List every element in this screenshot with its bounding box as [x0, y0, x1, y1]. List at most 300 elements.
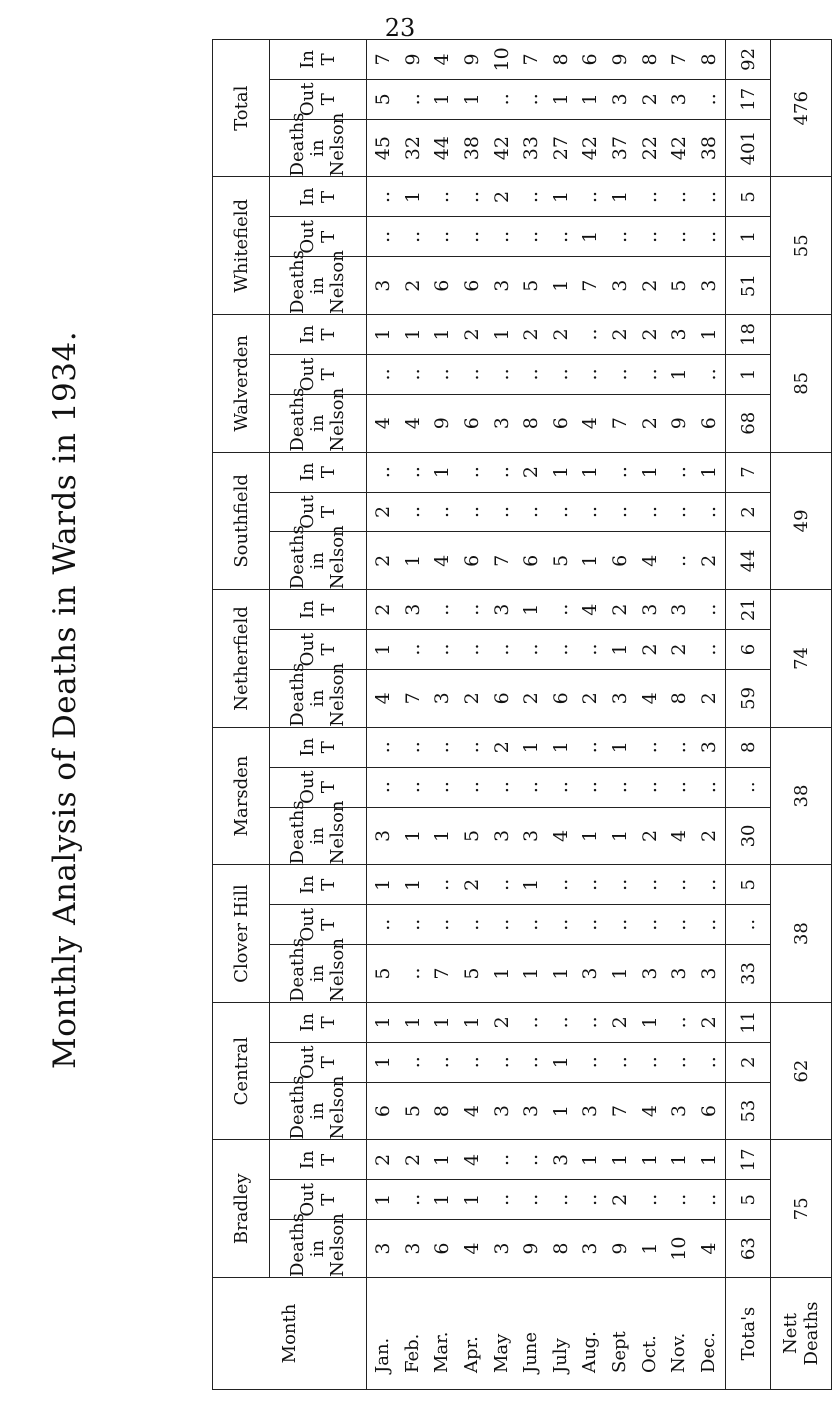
cell-value: ..: [668, 1056, 691, 1069]
t-label: T: [318, 781, 339, 794]
cell-value: 37: [609, 136, 631, 161]
cell-value: 3: [520, 829, 543, 842]
in-header: [270, 590, 367, 630]
in-column: [373, 1005, 719, 1040]
deaths-table-rotated: [212, 40, 822, 1390]
cell-value: 4: [460, 1242, 483, 1255]
out-values: [367, 630, 726, 670]
page-number: 23: [384, 14, 416, 42]
cell-value: ..: [638, 505, 661, 519]
cell-value: 8: [520, 417, 543, 430]
cell-value: 2: [460, 878, 483, 891]
cell-value: ..: [549, 505, 572, 519]
cell-value: 1: [372, 1193, 394, 1206]
cell-value: 1: [431, 328, 454, 341]
ward-name: Walverden: [213, 315, 270, 453]
deaths-values: [367, 532, 726, 590]
t-label: T: [318, 190, 339, 203]
cell-value: ..: [549, 368, 572, 381]
month-label: Sept: [609, 1331, 630, 1373]
cell-value: ..: [490, 643, 513, 656]
cell-value: ..: [520, 781, 543, 794]
cell-value: 1: [549, 741, 572, 754]
cell-value: 7: [490, 554, 513, 567]
cell-value: ..: [460, 781, 483, 794]
cell-value: 9: [401, 53, 424, 66]
in-label: In: [297, 600, 318, 619]
header-line: in: [307, 139, 328, 157]
total-out: 1: [726, 217, 771, 257]
cell-value: 8: [697, 53, 720, 66]
cell-value: ..: [490, 368, 513, 381]
in-header: [270, 39, 367, 79]
cell-value: 2: [490, 741, 513, 754]
header-line: Deaths: [287, 525, 308, 590]
cell-value: 1: [401, 1016, 424, 1029]
cell-value: 6: [460, 279, 483, 292]
cell-value: ..: [431, 643, 454, 656]
cell-value: 1: [609, 190, 631, 203]
deaths-in-nelson-header: [270, 938, 367, 1003]
in-header: [270, 315, 367, 355]
cell-value: 1: [549, 967, 572, 980]
cell-value: 1: [549, 466, 572, 479]
deaths-column: [373, 259, 719, 312]
total-out: 1: [726, 354, 771, 394]
month-label: Apr.: [460, 1336, 482, 1373]
out-values: [367, 1042, 726, 1082]
cell-value: 1: [609, 829, 631, 842]
deaths-values: [367, 945, 726, 1003]
cell-value: ..: [401, 781, 424, 794]
cell-value: 3: [579, 1105, 602, 1118]
in-values: [367, 1002, 726, 1042]
ward-name: Total: [213, 39, 270, 177]
cell-value: 2: [401, 1153, 424, 1166]
out-header: [270, 1042, 367, 1082]
cell-value: ..: [609, 1056, 631, 1069]
cell-value: 9: [520, 1242, 543, 1255]
cell-value: 4: [697, 1242, 720, 1255]
in-header: [270, 727, 367, 767]
cell-value: 3: [401, 1242, 424, 1255]
header-line: Deaths: [287, 1075, 308, 1140]
cell-value: ..: [549, 603, 572, 616]
cell-value: ..: [490, 1153, 513, 1166]
total-in: 8: [726, 727, 771, 767]
cell-value: ..: [431, 603, 454, 616]
cell-value: ..: [668, 554, 691, 567]
cell-value: 6: [431, 1242, 454, 1255]
title-prefix: Monthly Analysis of Deaths in Wards in: [47, 432, 83, 1070]
total-deaths: 44: [726, 532, 771, 590]
cell-value: ..: [490, 1193, 513, 1206]
cell-value: 1: [638, 1016, 661, 1029]
cell-value: 4: [638, 1105, 661, 1118]
in-column: [373, 179, 719, 214]
cell-value: 1: [579, 554, 602, 567]
deaths-column: [373, 397, 719, 450]
cell-value: ..: [579, 505, 602, 519]
deaths-in-nelson-header: [270, 1213, 367, 1278]
cell-value: ..: [579, 1056, 602, 1069]
cell-value: 3: [668, 967, 691, 980]
cell-value: ..: [697, 643, 720, 656]
nett-deaths: 74: [771, 590, 832, 728]
cell-value: ..: [549, 918, 572, 931]
cell-value: 6: [520, 554, 543, 567]
cell-value: 1: [549, 1105, 572, 1118]
cell-value: 1: [401, 829, 424, 842]
cell-value: 5: [401, 1105, 424, 1118]
deaths-in-nelson-header: [270, 387, 367, 452]
out-column: [373, 907, 719, 942]
cell-value: ..: [490, 918, 513, 931]
cell-value: 2: [638, 417, 661, 430]
cell-value: ..: [697, 505, 720, 519]
out-values: [367, 767, 726, 807]
cell-value: 4: [549, 829, 572, 842]
cell-value: ..: [668, 878, 691, 891]
cell-value: ..: [431, 505, 454, 519]
nett-deaths: 85: [771, 315, 832, 453]
cell-value: 3: [638, 967, 661, 980]
deaths-column: [373, 1222, 719, 1275]
deaths-table: [212, 39, 832, 1390]
cell-value: 2: [638, 829, 661, 842]
t-label: T: [318, 53, 339, 66]
cell-value: 1: [401, 554, 424, 567]
cell-value: 1: [549, 279, 572, 292]
out-column: [373, 357, 719, 392]
header-line: Nelson: [327, 525, 348, 590]
cell-value: 2: [697, 554, 720, 567]
cell-value: 4: [401, 417, 424, 430]
cell-value: 7: [609, 1105, 631, 1118]
in-column: [373, 730, 719, 765]
cell-value: 8: [549, 53, 572, 66]
cell-value: ..: [697, 93, 720, 106]
month-label: June: [520, 1331, 542, 1373]
cell-value: ..: [668, 466, 691, 479]
cell-value: ..: [431, 741, 454, 754]
cell-value: 33: [520, 136, 543, 161]
cell-value: ..: [638, 878, 661, 891]
header-line: Nelson: [327, 662, 348, 727]
ward-header-row: [213, 39, 270, 1389]
cell-value: 2: [609, 1193, 631, 1206]
cell-value: ..: [549, 1193, 572, 1206]
cell-value: ..: [520, 1193, 543, 1206]
cell-value: ..: [668, 918, 691, 931]
total-in: 92: [726, 39, 771, 79]
total-out: ..: [726, 905, 771, 945]
cell-value: ..: [520, 368, 543, 381]
cell-value: ..: [372, 918, 394, 931]
cell-value: ..: [490, 1056, 513, 1069]
ward-name: Netherfield: [213, 590, 270, 728]
cell-value: ..: [609, 368, 631, 381]
cell-value: 10: [668, 1236, 691, 1261]
cell-value: 2: [401, 279, 424, 292]
cell-value: 7: [401, 692, 424, 705]
out-header: [270, 1180, 367, 1220]
in-label: In: [297, 50, 318, 69]
cell-value: ..: [401, 741, 424, 754]
cell-value: 1: [372, 1016, 394, 1029]
ward-name: Central: [213, 1002, 270, 1140]
cell-value: ..: [401, 466, 424, 479]
cell-value: 1: [401, 190, 424, 203]
total-in: 11: [726, 1002, 771, 1042]
out-values: [367, 1180, 726, 1220]
cell-value: ..: [401, 505, 424, 519]
out-column: [373, 632, 719, 667]
deaths-column: [373, 810, 719, 863]
total-deaths: 51: [726, 257, 771, 315]
cell-value: 9: [609, 1242, 631, 1255]
sub-header-row: [270, 39, 367, 1389]
deaths-in-nelson-header: [270, 250, 367, 315]
cell-value: 3: [401, 603, 424, 616]
cell-value: ..: [431, 878, 454, 891]
ward-name: Bradley: [213, 1140, 270, 1278]
month-label: Oct.: [638, 1335, 660, 1373]
cell-value: 42: [668, 136, 691, 161]
cell-value: 5: [460, 967, 483, 980]
out-header: [270, 217, 367, 257]
cell-value: 9: [431, 417, 454, 430]
total-deaths: 63: [726, 1220, 771, 1278]
month-label: Jan.: [372, 1337, 393, 1373]
nett-deaths: 55: [771, 177, 832, 315]
in-values: [367, 315, 726, 355]
cell-value: 2: [638, 93, 661, 106]
cell-value: ..: [490, 93, 513, 106]
cell-value: ..: [638, 1056, 661, 1069]
cell-value: ..: [579, 328, 602, 341]
cell-value: 8: [431, 1105, 454, 1118]
cell-value: ..: [609, 230, 631, 243]
header-line: in: [307, 1102, 328, 1120]
cell-value: ..: [549, 878, 572, 891]
cell-value: ..: [372, 741, 394, 754]
cell-value: 3: [697, 279, 720, 292]
cell-value: ..: [549, 781, 572, 794]
deaths-in-nelson-header: [270, 800, 367, 865]
cell-value: ..: [579, 368, 602, 381]
cell-value: 4: [668, 829, 691, 842]
header-line: Deaths: [287, 938, 308, 1002]
cell-value: 7: [609, 417, 631, 430]
cell-value: 3: [372, 279, 394, 292]
cell-value: 1: [372, 643, 394, 656]
cell-value: 4: [372, 417, 394, 430]
in-header: [270, 452, 367, 492]
header-line: Nett: [780, 1313, 801, 1354]
deaths-column: [373, 1085, 719, 1138]
cell-value: 3: [609, 692, 631, 705]
cell-value: 6: [549, 417, 572, 430]
cell-value: 2: [609, 1016, 631, 1029]
cell-value: 3: [549, 1153, 572, 1166]
cell-value: ..: [520, 1056, 543, 1069]
in-label: In: [297, 462, 318, 482]
cell-value: 2: [549, 328, 572, 341]
total-out: 17: [726, 79, 771, 119]
cell-value: ..: [460, 603, 483, 616]
in-values: [367, 590, 726, 630]
cell-value: ..: [668, 190, 691, 203]
out-header: [270, 905, 367, 945]
cell-value: ..: [638, 781, 661, 794]
deaths-in-nelson-header: [270, 525, 367, 590]
total-deaths: 33: [726, 945, 771, 1003]
cell-value: 2: [372, 603, 394, 616]
cell-value: ..: [579, 741, 602, 754]
total-out: 5: [726, 1180, 771, 1220]
cell-value: 1: [490, 328, 513, 341]
header-line: Deaths: [801, 1301, 822, 1366]
cell-value: 6: [460, 417, 483, 430]
total-deaths: 68: [726, 394, 771, 452]
out-column: [373, 1182, 719, 1217]
cell-value: ..: [697, 603, 720, 616]
cell-value: 1: [638, 1242, 661, 1255]
cell-value: 6: [549, 692, 572, 705]
t-label: T: [318, 368, 339, 381]
cell-value: ..: [697, 1193, 720, 1206]
cell-value: 1: [609, 967, 631, 980]
cell-value: 4: [431, 53, 454, 66]
cell-value: 1: [549, 1056, 572, 1069]
cell-value: ..: [372, 781, 394, 794]
header-line: Deaths: [287, 1213, 308, 1277]
month-list: [367, 1278, 726, 1390]
total-in: 18: [726, 315, 771, 355]
cell-value: 8: [549, 1242, 572, 1255]
total-deaths: 30: [726, 807, 771, 865]
cell-value: ..: [638, 190, 661, 203]
cell-value: 3: [579, 967, 602, 980]
cell-value: ..: [549, 643, 572, 656]
t-label: T: [318, 1193, 339, 1206]
in-values: [367, 865, 726, 905]
header-line: Deaths: [287, 112, 308, 177]
cell-value: 32: [401, 136, 424, 161]
cell-value: ..: [668, 1016, 691, 1029]
cell-value: 2: [372, 554, 394, 567]
cell-value: ..: [460, 368, 483, 381]
out-label: Out: [297, 82, 318, 117]
cell-value: 4: [579, 417, 602, 430]
in-header: [270, 865, 367, 905]
month-label: Dec.: [697, 1332, 719, 1373]
cell-value: ..: [490, 230, 513, 243]
cell-value: 1: [549, 93, 572, 106]
cell-value: ..: [431, 1056, 454, 1069]
header-line: Nelson: [327, 1213, 348, 1277]
out-label: Out: [297, 357, 318, 392]
cell-value: ..: [579, 1016, 602, 1029]
cell-value: 6: [697, 417, 720, 430]
cell-value: 3: [490, 417, 513, 430]
ward-name: Marsden: [213, 727, 270, 865]
cell-value: 1: [579, 466, 602, 479]
cell-value: ..: [372, 466, 394, 479]
deaths-in-nelson-header: [270, 112, 367, 177]
out-column: [373, 495, 719, 530]
out-values: [367, 905, 726, 945]
cell-value: 44: [431, 136, 454, 161]
cell-value: 3: [490, 279, 513, 292]
cell-value: ..: [460, 1056, 483, 1069]
deaths-column: [373, 534, 719, 587]
cell-value: 2: [697, 692, 720, 705]
cell-value: ..: [401, 1193, 424, 1206]
ward-name: Whitefield: [213, 177, 270, 315]
cell-value: 2: [609, 328, 631, 341]
t-label: T: [318, 878, 339, 891]
cell-value: 1: [431, 1193, 454, 1206]
cell-value: 1: [579, 93, 602, 106]
cell-value: ..: [372, 190, 394, 203]
deaths-values: [367, 1082, 726, 1140]
cell-value: ..: [668, 1193, 691, 1206]
months: [373, 1280, 719, 1387]
nett-deaths: 476: [771, 39, 832, 177]
cell-value: ..: [579, 1193, 602, 1206]
total-deaths: 59: [726, 669, 771, 727]
cell-value: 3: [638, 603, 661, 616]
month-label: May: [490, 1333, 512, 1373]
t-label: T: [318, 1016, 339, 1029]
deaths-column: [373, 672, 719, 725]
out-values: [367, 217, 726, 257]
month-label: Aug.: [579, 1331, 601, 1373]
in-header: [270, 177, 367, 217]
t-label: T: [318, 328, 339, 341]
cell-value: 38: [697, 136, 720, 161]
cell-value: 2: [520, 692, 543, 705]
cell-value: ..: [431, 781, 454, 794]
cell-value: 22: [638, 136, 661, 161]
cell-value: 4: [579, 603, 602, 616]
in-header: [270, 1140, 367, 1180]
cell-value: 2: [460, 328, 483, 341]
cell-value: 6: [697, 1105, 720, 1118]
cell-value: 1: [609, 1153, 631, 1166]
in-column: [373, 317, 719, 352]
cell-value: ..: [668, 230, 691, 243]
cell-value: 3: [609, 279, 631, 292]
cell-value: ..: [697, 781, 720, 794]
cell-value: ..: [549, 230, 572, 243]
cell-value: 10: [490, 47, 513, 72]
cell-value: ..: [372, 368, 394, 381]
nett-deaths: 75: [771, 1140, 832, 1278]
header-line: Nelson: [327, 387, 348, 452]
cell-value: ..: [638, 230, 661, 243]
in-values: [367, 727, 726, 767]
deaths-in-nelson-header: [270, 1075, 367, 1140]
cell-value: 1: [520, 603, 543, 616]
cell-value: 3: [490, 603, 513, 616]
cell-value: ..: [697, 230, 720, 243]
total-out: ..: [726, 767, 771, 807]
cell-value: 1: [372, 878, 394, 891]
header-line: Deaths: [287, 800, 308, 865]
